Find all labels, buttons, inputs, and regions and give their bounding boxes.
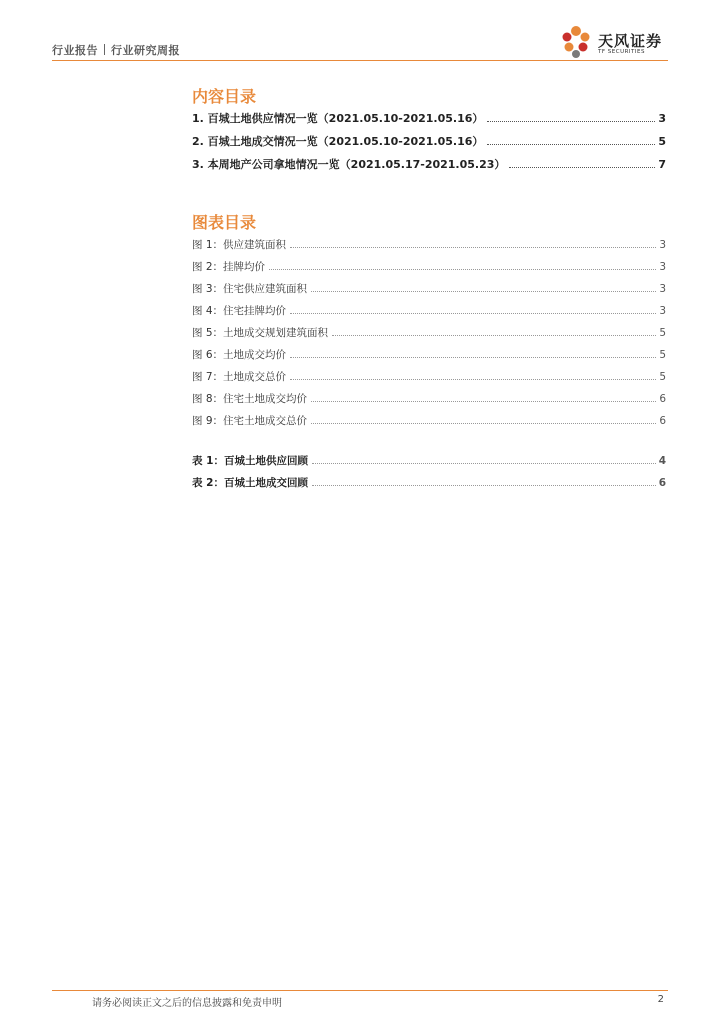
table-item-page: 4 [658, 455, 666, 467]
brand-name-en: TF SECURITIES [598, 49, 645, 55]
figure-item[interactable] [192, 413, 666, 435]
page-header [52, 0, 668, 62]
figure-item-label: 图 4：住宅挂牌均价 [192, 305, 287, 317]
figure-item-label: 图 3：住宅供应建筑面积 [192, 283, 308, 295]
table-item-page: 6 [658, 477, 666, 489]
figure-item[interactable] [192, 391, 666, 413]
header-breadcrumb [52, 42, 180, 58]
figure-item-page: 3 [659, 305, 666, 317]
header-subcategory: 行业研究周报 [111, 44, 180, 57]
toc-item-label: 1. 百城土地供应情况一览（2021.05.10-2021.05.16） [192, 112, 484, 125]
leader-dots [290, 313, 656, 314]
table-list [192, 453, 666, 497]
contents-list [192, 110, 666, 179]
figure-item[interactable] [192, 369, 666, 391]
figure-item-label: 图 6：土地成交均价 [192, 349, 287, 361]
figure-item-label: 图 2：挂牌均价 [192, 261, 266, 273]
leader-dots [332, 335, 656, 336]
table-item-label: 表 2：百城土地成交回顾 [192, 477, 308, 489]
figure-item-label: 图 9：住宅土地成交总价 [192, 415, 308, 427]
figure-item[interactable] [192, 259, 666, 281]
leader-dots [487, 121, 655, 122]
leader-dots [509, 167, 655, 168]
page-number: 2 [657, 994, 664, 1005]
leader-dots [312, 485, 656, 486]
leader-dots [311, 291, 656, 292]
toc-item[interactable] [192, 156, 666, 179]
contents-title: 内容目录 [192, 87, 257, 106]
figure-item-page: 5 [659, 371, 666, 383]
leader-dots [487, 144, 655, 145]
leader-dots [311, 423, 656, 424]
footer-divider [52, 990, 668, 991]
table-item[interactable] [192, 453, 666, 475]
flower-logo-icon [558, 24, 594, 60]
header-category: 行业报告 [52, 44, 98, 57]
table-item[interactable] [192, 475, 666, 497]
figure-item-page: 6 [659, 393, 666, 405]
figure-item-page: 6 [659, 415, 666, 427]
figure-item[interactable] [192, 281, 666, 303]
toc-item[interactable] [192, 110, 666, 133]
leader-dots [290, 379, 656, 380]
figure-item-label: 图 1：供应建筑面积 [192, 239, 287, 251]
leader-dots [290, 247, 656, 248]
header-separator [104, 44, 105, 55]
figures-title: 图表目录 [192, 213, 257, 232]
figure-item-page: 5 [659, 327, 666, 339]
toc-item[interactable] [192, 133, 666, 156]
figure-item-label: 图 7：土地成交总价 [192, 371, 287, 383]
figure-item[interactable] [192, 237, 666, 259]
table-item-label: 表 1：百城土地供应回顾 [192, 455, 308, 467]
figure-item-page: 3 [659, 261, 666, 273]
footer-disclaimer: 请务必阅读正文之后的信息披露和免责申明 [92, 998, 282, 1009]
figure-list [192, 237, 666, 435]
leader-dots [312, 463, 656, 464]
toc-item-page: 5 [658, 135, 666, 148]
figure-item-page: 5 [659, 349, 666, 361]
figure-item-page: 3 [659, 283, 666, 295]
toc-item-page: 3 [658, 112, 666, 125]
leader-dots [311, 401, 656, 402]
figure-item[interactable] [192, 325, 666, 347]
brand-logo [558, 24, 668, 60]
figure-item-label: 图 5：土地成交规划建筑面积 [192, 327, 329, 339]
brand-name-cn: 天风证券 [598, 32, 663, 50]
figure-item[interactable] [192, 303, 666, 325]
figure-item-label: 图 8：住宅土地成交均价 [192, 393, 308, 405]
toc-item-page: 7 [658, 158, 666, 171]
toc-item-label: 3. 本周地产公司拿地情况一览（2021.05.17-2021.05.23） [192, 158, 506, 171]
leader-dots [269, 269, 656, 270]
figure-item[interactable] [192, 347, 666, 369]
header-divider [52, 60, 668, 61]
toc-item-label: 2. 百城土地成交情况一览（2021.05.10-2021.05.16） [192, 135, 484, 148]
leader-dots [290, 357, 656, 358]
figure-item-page: 3 [659, 239, 666, 251]
